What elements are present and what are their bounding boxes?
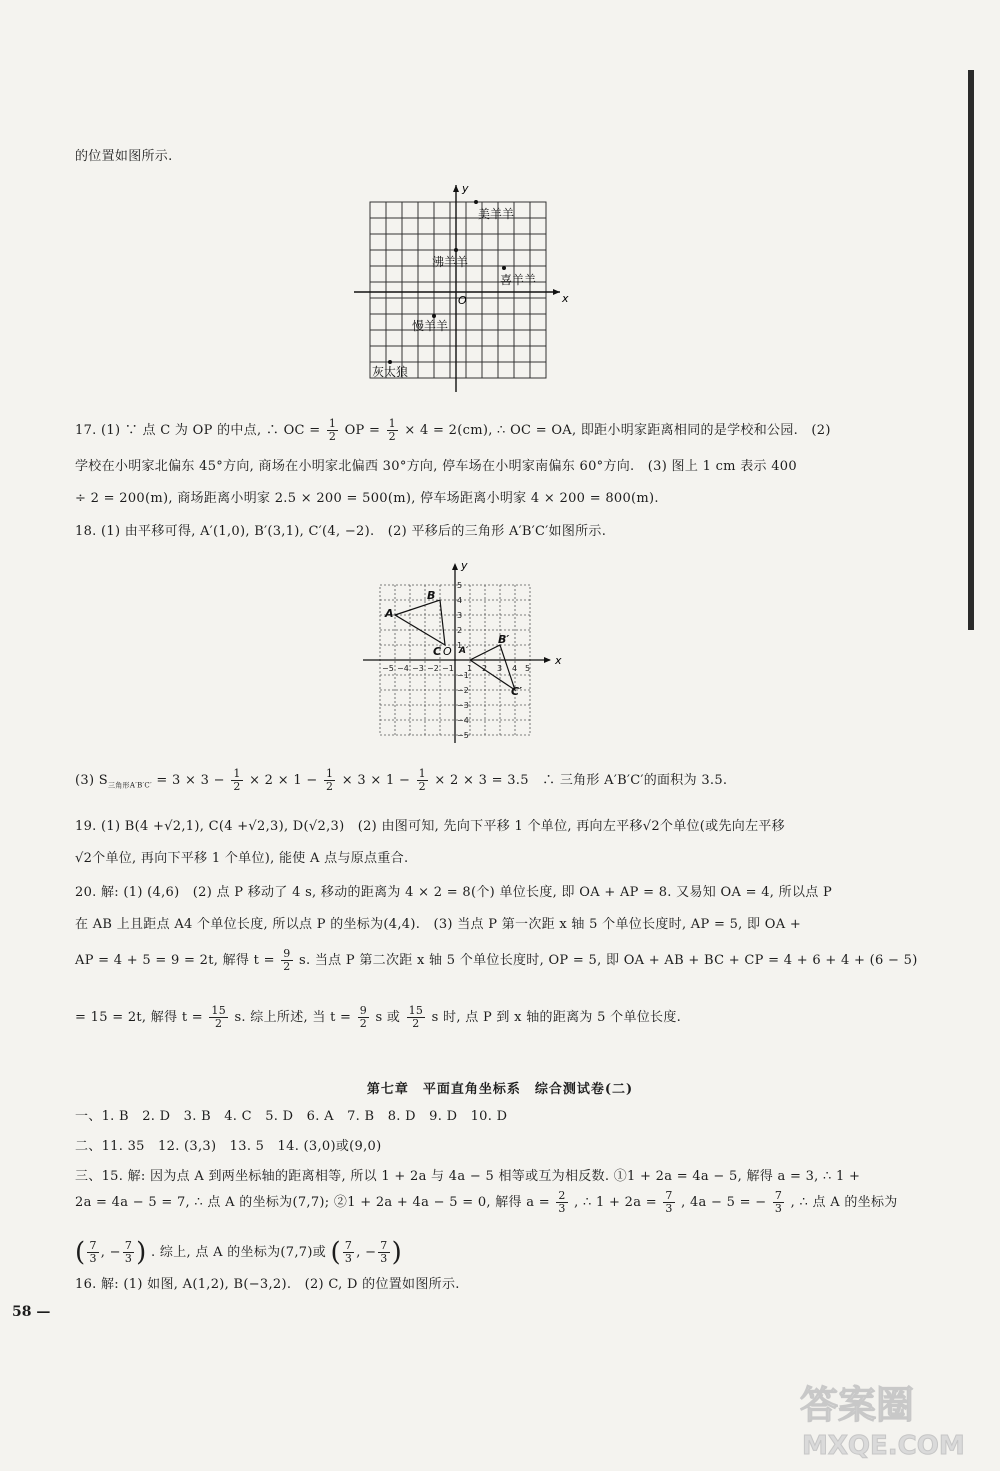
svg-text:2: 2 bbox=[482, 664, 488, 673]
y-axis-label: y bbox=[461, 559, 468, 572]
text-line: ( $\frac{7}{3}$ , − $\frac{7}{3}$ ) . 综上, 点 A 的坐标为(7,7)或 ( $\frac{7}{3}$ , − $\frac{7}{3}$ ) bbox=[75, 1237, 403, 1268]
svg-text:3: 3 bbox=[497, 664, 503, 673]
point-label: 美羊羊 bbox=[478, 207, 515, 221]
svg-text:−5: −5 bbox=[457, 731, 469, 740]
point-label: 沸羊羊 bbox=[432, 255, 469, 269]
text-line: 学校在小明家北偏东 45°方向, 商场在小明家北偏西 30°方向, 停车场在小明家南偏东 60°方向. (3) 图上 1 cm 表示 400 bbox=[75, 459, 797, 474]
point-label: 喜羊羊 bbox=[500, 273, 537, 287]
x-axis-label: x bbox=[562, 292, 569, 305]
point-label: 灰太狼 bbox=[372, 365, 409, 379]
svg-text:5: 5 bbox=[525, 664, 531, 673]
svg-text:1: 1 bbox=[467, 664, 473, 673]
svg-text:−3: −3 bbox=[457, 701, 469, 710]
text-line: √2个单位, 再向下平移 1 个单位), 能使 A 点与原点重合. bbox=[75, 851, 409, 866]
scan-edge-shadow bbox=[968, 70, 974, 630]
text-line: 16. 解: (1) 如图, A(1,2), B(−3,2). (2) C, D 的位置如图所示. bbox=[75, 1277, 460, 1292]
text-line: 18. (1) 由平移可得, A′(1,0), B′(3,1), C′(4, −2). (2) 平移后的三角形 A′B′C′如图所示. bbox=[75, 524, 607, 539]
point-label: A′ bbox=[459, 646, 469, 656]
svg-text:−4: −4 bbox=[397, 664, 409, 673]
text-line: 一、1. B 2. D 3. B 4. C 5. D 6. A 7. B 8. D 9. D 10. D bbox=[75, 1109, 508, 1124]
svg-text:−1: −1 bbox=[442, 664, 454, 673]
y-axis-label: y bbox=[462, 182, 469, 195]
text-line: 17. (1) ∵ 点 C 为 OP 的中点, ∴ OC = $\frac{1}{2}$ OP = $\frac{1}{2}$ × 4 = 2(cm), ∴ OC = OA, 即距小明家距离相同的是学校和公园. (2) bbox=[75, 417, 831, 443]
text-line: 三、15. 解: 因为点 A 到两坐标轴的距离相等, 所以 1 + 2a 与 4a − 5 相等或互为相反数. ①1 + 2a = 4a − 5, 解得 a = 3, ∴ 1 + bbox=[75, 1169, 861, 1184]
coordinate-figure-1 bbox=[350, 180, 580, 410]
text-line: 二、11. 35 12. (3,3) 13. 5 14. (3,0)或(9,0) bbox=[75, 1139, 382, 1154]
text-line: 2a = 4a − 5 = 7, ∴ 点 A 的坐标为(7,7); ②1 + 2a + 4a − 5 = 0, 解得 a = $\frac{2}{3}$ , ∴ 1 + 2a = $\frac{7}{3}$ , 4a − 5 = − $\frac{7}{3}$ , ∴ 点 A 的坐标为 bbox=[75, 1189, 898, 1215]
svg-text:−1: −1 bbox=[457, 671, 469, 680]
x-axis-label: x bbox=[555, 654, 562, 667]
svg-text:−5: −5 bbox=[382, 664, 394, 673]
text-line: 的位置如图所示. bbox=[75, 149, 173, 164]
point-label: A bbox=[385, 607, 394, 620]
svg-text:−2: −2 bbox=[457, 686, 469, 695]
svg-text:4: 4 bbox=[457, 596, 463, 605]
text-line: 19. (1) B(4 +√2,1), C(4 +√2,3), D(√2,3) (2) 由图可知, 先向下平移 1 个单位, 再向左平移√2个单位(或先向左平移 bbox=[75, 819, 785, 834]
origin-label: O bbox=[443, 645, 452, 658]
watermark-logo bbox=[790, 1368, 980, 1463]
svg-text:5: 5 bbox=[457, 581, 463, 590]
chapter-title: 第七章 平面直角坐标系 综合测试卷(二) bbox=[366, 1082, 634, 1097]
text-line: ÷ 2 = 200(m), 商场距离小明家 2.5 × 200 = 500(m), 停车场距离小明家 4 × 200 = 800(m). bbox=[75, 491, 659, 506]
point-label: B′ bbox=[498, 633, 510, 646]
text-line: AP = 4 + 5 = 9 = 2t, 解得 t = $\frac{9}{2}$ s. 当点 P 第二次距 x 轴 5 个单位长度时, OP = 5, 即 OA + AB + BC + CP = 4 + 6 + 4 + (6 − 5) bbox=[75, 947, 918, 973]
point-label: C′ bbox=[511, 685, 522, 698]
svg-text:4: 4 bbox=[512, 664, 518, 673]
svg-text:−4: −4 bbox=[457, 716, 469, 725]
svg-text:MXQE.COM: MXQE.COM bbox=[802, 1431, 965, 1461]
coordinate-figure-2 bbox=[355, 555, 570, 755]
point-label: B bbox=[427, 589, 436, 602]
origin-label: O bbox=[458, 294, 467, 307]
text-line: (3) $S_{三角形A'B'C'} = 3 \times 3$ − $\frac{1}{2}$ × 2 × 1 − $\frac{1}{2}$ × 3 × 1 − $\frac{1}{2}$ × 2 × 3 = 3.5 ∴ 三角形 A′B′C′的面积为 3.5. bbox=[75, 767, 728, 793]
page-number: 58 — bbox=[12, 1304, 51, 1320]
svg-text:2: 2 bbox=[457, 626, 463, 635]
svg-text:−2: −2 bbox=[427, 664, 439, 673]
point-label: C bbox=[433, 645, 442, 658]
svg-text:−3: −3 bbox=[412, 664, 424, 673]
text-line: 20. 解: (1) (4,6) (2) 点 P 移动了 4 s, 移动的距离为 4 × 2 = 8(个) 单位长度, 即 OA + AP = 8. 又易知 OA = 4, 所以点 P bbox=[75, 885, 833, 900]
svg-text:答案圈: 答案圈 bbox=[800, 1383, 915, 1427]
svg-text:1: 1 bbox=[457, 641, 463, 650]
svg-text:3: 3 bbox=[457, 611, 463, 620]
text-line: 在 AB 上且距点 A4 个单位长度, 所以点 P 的坐标为(4,4). (3) 当点 P 第一次距 x 轴 5 个单位长度时, AP = 5, 即 OA + bbox=[75, 917, 802, 932]
text-line: = 15 = 2t, 解得 t = $\frac{15}{2}$ s. 综上所述, 当 t = $\frac{9}{2}$ s 或 $\frac{15}{2}$ s 时, 点 P 到 x 轴的距离为 5 个单位长度. bbox=[75, 1004, 682, 1030]
point-label: 慢羊羊 bbox=[412, 319, 449, 333]
